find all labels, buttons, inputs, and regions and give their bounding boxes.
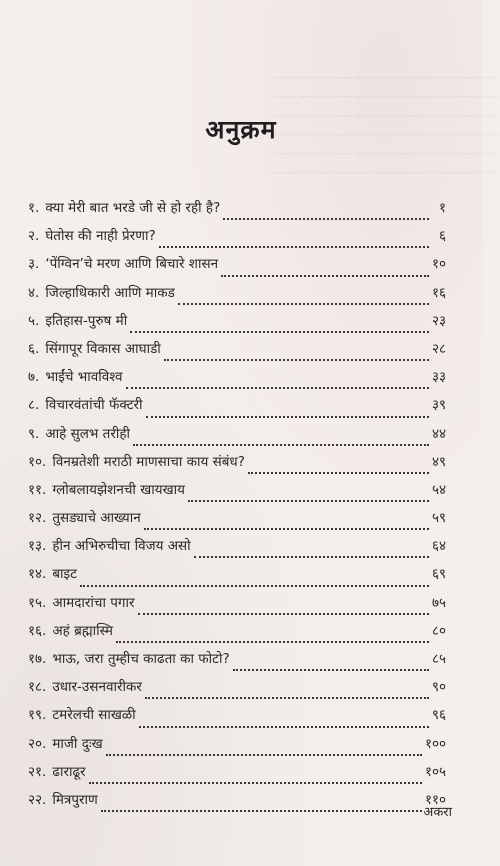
toc-entry-number: १५.	[28, 594, 47, 611]
toc-entry-title: मित्रपुराण	[52, 791, 98, 808]
toc-entry-title: ‘पेंग्विन’चे मरण आणि बिचारे शासन	[45, 256, 219, 273]
dot-leader	[164, 359, 429, 361]
toc-entry-page: १०५	[424, 763, 446, 780]
toc-entry-page: ८५	[431, 651, 446, 667]
toc-entry[interactable]	[28, 762, 446, 790]
dot-leader	[159, 246, 429, 248]
dot-leader	[194, 556, 429, 558]
toc-entry-number: १७.	[28, 651, 47, 667]
toc-entry-page: ४४	[431, 425, 446, 442]
toc-entry-number: १२.	[28, 510, 47, 527]
dot-leader	[101, 810, 422, 812]
toc-entry-page: ६९	[431, 566, 446, 583]
toc-entry-number: १०.	[28, 453, 47, 470]
toc-entry-page: ३९	[431, 397, 446, 414]
toc-entry-title: आहे सुलभ तरीही	[45, 425, 131, 442]
toc-entry-number: १.	[28, 200, 40, 216]
toc-entry-page: १००	[424, 735, 446, 752]
toc-entry-number: ५.	[28, 312, 40, 329]
toc-entry-page: ९०	[431, 679, 446, 696]
toc-entry-page: ५९	[431, 510, 446, 527]
dot-leader	[178, 303, 429, 305]
toc-entry-page: १६	[431, 284, 446, 301]
toc-entry[interactable]	[28, 508, 446, 536]
toc-entry-number: २२.	[28, 791, 47, 808]
toc-entry[interactable]	[28, 283, 446, 311]
dot-leader	[138, 613, 429, 615]
toc-entry-page: ६	[438, 228, 446, 245]
dot-leader	[89, 782, 422, 784]
toc-entry-title: आमदारांचा पगार	[52, 594, 135, 611]
toc-entry-page: २८	[431, 340, 446, 357]
toc-entry-title: सिंगापूर विकास आघाडी	[45, 340, 161, 357]
toc-entry-number: ११.	[28, 481, 47, 498]
toc-entry[interactable]	[28, 367, 446, 395]
dot-leader	[130, 331, 429, 333]
toc-entry-title: उधार-उसनवारीकर	[52, 679, 142, 696]
dot-leader	[144, 528, 429, 530]
toc-entry-title: विचारवंतांची फॅक्टरी	[45, 397, 143, 414]
dot-leader	[139, 726, 429, 728]
toc-entry[interactable]	[28, 424, 446, 452]
toc-entry-title: जिल्हाधिकारी आणि माकड	[45, 284, 175, 301]
dot-leader	[145, 697, 429, 699]
toc-entry[interactable]	[28, 677, 446, 705]
toc-entry-page: ९६	[431, 707, 446, 724]
toc-entry-number: १६.	[28, 622, 47, 639]
toc-entry[interactable]	[28, 311, 446, 339]
dot-leader	[248, 472, 429, 474]
page-title: अनुक्रम	[205, 115, 277, 144]
toc-entry-number: १८.	[28, 679, 47, 696]
toc-entry-title: भाईंचे भावविश्व	[45, 369, 123, 386]
toc-entry[interactable]	[28, 226, 446, 254]
toc-entry[interactable]	[28, 395, 446, 423]
toc-entry[interactable]	[28, 734, 446, 762]
dot-leader	[233, 669, 429, 671]
toc-entry-number: २.	[28, 228, 40, 245]
toc-entry-page: ७५	[431, 594, 446, 611]
toc-entry-page: ११०	[424, 791, 446, 808]
toc-entry-page: ३३	[431, 369, 446, 386]
toc-entry-title: इतिहास-पुरुष मी	[45, 312, 128, 329]
toc-entry[interactable]	[28, 536, 446, 564]
toc-entry-title: टमरेलची साखळी	[52, 707, 136, 724]
toc-entry-title: क्या मेरी बात भरडे जी से हो रही है?	[45, 200, 221, 216]
toc-entry-number: ७.	[28, 369, 40, 386]
dot-leader	[133, 444, 429, 446]
toc-entry[interactable]	[28, 254, 446, 282]
toc-entry[interactable]	[28, 452, 446, 480]
toc-entry[interactable]	[28, 790, 446, 818]
toc-entry-title: माजी दुःख	[52, 735, 103, 752]
toc-entry-title: अहं ब्रह्मास्मि	[52, 622, 113, 639]
toc-entry-page: ४९	[431, 453, 446, 470]
toc-entry-title: ग्लोबलायझेशनची खायखाय	[52, 481, 185, 498]
toc-entry-number: २१.	[28, 763, 47, 780]
toc-entry-number: ३.	[28, 256, 40, 273]
toc-entry-page: २३	[431, 312, 446, 329]
toc-entry-page: १०	[431, 256, 446, 273]
toc-entry-page: ८०	[431, 622, 446, 639]
dot-leader	[223, 218, 429, 220]
toc-entry-title: हीन अभिरुचीचा विजय असो	[52, 538, 191, 555]
dot-leader	[221, 275, 429, 277]
toc-entry[interactable]	[28, 339, 446, 367]
toc-entry-title: भाऊ, जरा तुम्हीच काढता का फोटो?	[52, 651, 230, 667]
toc-entry-number: १४.	[28, 566, 47, 583]
toc-entry-number: ९.	[28, 425, 40, 442]
show-through-text: ~~~~~~~~~~~~~~~~~~~~~~~~~ ~~~~~~~~~~~~~~~~~~~~~~~~~ ~~~~~~~~~~~~~~~~~~~~~~~~~ ~~~~~~~~~~~~~~~~~~~~~~~~~ ~~~~~~~~~~~~~~~~~~~~~~~~~ ~~~~~~~~~~~~~~~~~~~~~~~~~	[270, 71, 500, 179]
dot-leader	[116, 641, 429, 643]
toc-entry-number: १९.	[28, 707, 47, 724]
toc-entry-page: १	[438, 200, 446, 216]
dot-leader	[126, 387, 429, 389]
toc-entry-page: ६४	[431, 538, 446, 555]
toc-entry[interactable]	[28, 480, 446, 508]
toc-entry[interactable]	[28, 198, 446, 226]
toc-entry[interactable]	[28, 564, 446, 592]
toc-entry-number: ६.	[28, 340, 40, 357]
toc-entry-number: २०.	[28, 735, 47, 752]
toc-entry-title: विनम्रतेशी मराठी माणसाचा काय संबंध?	[52, 453, 245, 470]
toc-entry-number: १३.	[28, 538, 47, 555]
dot-leader	[146, 416, 429, 418]
toc-entry-title: बाइट	[52, 566, 77, 583]
toc-entry-page: ५४	[431, 481, 446, 498]
toc-entry-title: ढाराढूर	[52, 763, 86, 780]
page-footer-number: अकरा	[423, 805, 452, 820]
toc-entry-title: घेतोस की नाही प्रेरणा?	[45, 228, 156, 245]
dot-leader	[188, 500, 429, 502]
toc-entry-number: ४.	[28, 284, 40, 301]
toc-entry-title: तुसड्याचे आख्यान	[52, 510, 141, 527]
toc-entry-number: ८.	[28, 397, 40, 414]
dot-leader	[106, 754, 422, 756]
toc-entry[interactable]	[28, 705, 446, 733]
toc-entry[interactable]	[28, 649, 446, 677]
toc-entry[interactable]	[28, 621, 446, 649]
dot-leader	[80, 585, 429, 587]
toc-entry[interactable]	[28, 593, 446, 621]
table-of-contents	[28, 198, 446, 818]
